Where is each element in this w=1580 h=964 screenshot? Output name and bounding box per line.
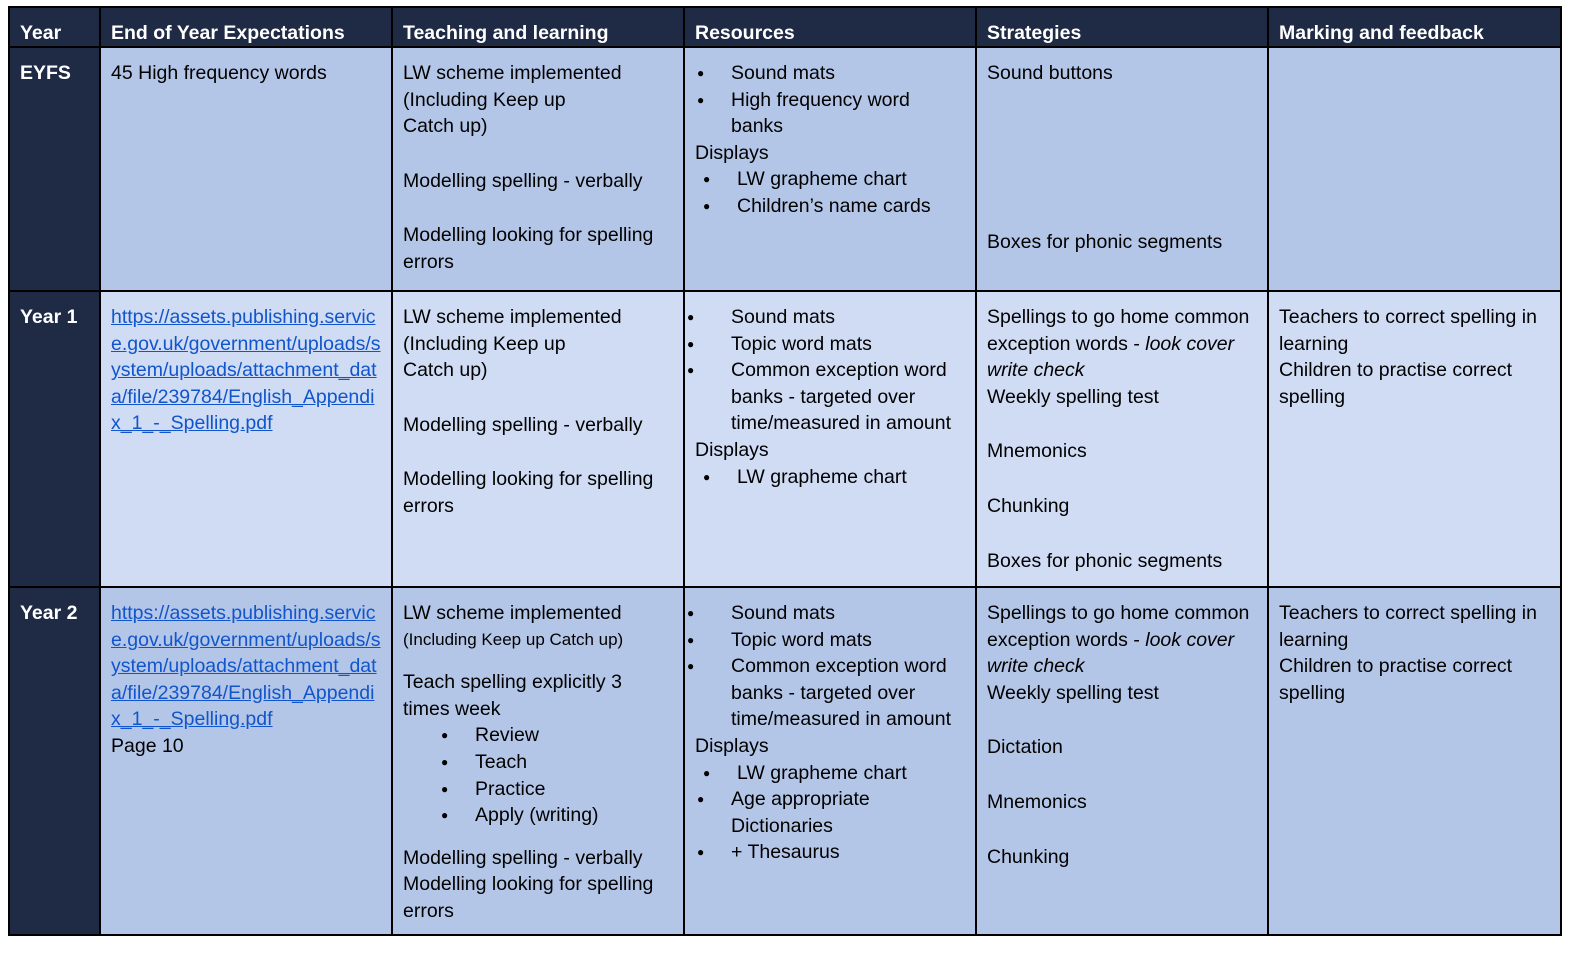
strategies-cell [976, 587, 1268, 935]
list-item: ● Review [403, 722, 673, 749]
displays-list [695, 464, 965, 491]
strategy-bottom: Boxes for phonic segments [987, 230, 1223, 253]
list-item: ● LW grapheme chart [695, 760, 965, 787]
verbal-text: Modelling spelling - verbally [403, 846, 643, 869]
strategy-weekly: Weekly spelling test [987, 681, 1159, 704]
year-label: Year 2 [9, 587, 100, 935]
spelling-table [8, 6, 1562, 936]
displays-list [695, 166, 965, 219]
marking-practise: Children to practise correct spelling [1279, 359, 1513, 408]
scheme-text: LW scheme implemented [403, 62, 622, 84]
expectations-cell [100, 587, 392, 935]
resources-list [695, 60, 965, 140]
list-item: ● Common exception word banks - targeted over time/measured in amount [695, 653, 965, 733]
including-text: (Including Keep up [403, 332, 566, 355]
scheme-text: LW scheme implemented [403, 306, 622, 328]
resources-cell [684, 47, 976, 291]
list-item: ● LW grapheme chart [695, 166, 965, 193]
displays-label: Displays [695, 438, 769, 461]
header-marking: Marking and feedback [1268, 7, 1561, 47]
looking-text: Modelling looking for spelling [403, 468, 654, 491]
scheme-text: LW scheme implemented [403, 602, 622, 624]
list-item: ● Common exception word banks - targeted over time/measured in amount [695, 357, 965, 437]
resources-list [695, 304, 965, 437]
marking-practise: Children to practise correct spelling [1279, 655, 1513, 704]
year-label: EYFS [9, 47, 100, 291]
appendix-link[interactable]: https://assets.publishing.service.gov.uk/government/uploads/system/uploads/attachment_data/file/239784/English_Appendix_1_-_Spelling.pdf [111, 602, 381, 731]
explicit-text: Teach spelling explicitly 3 times week [403, 671, 622, 720]
strategy-chunking: Chunking [987, 494, 1070, 517]
header-expectations: End of Year Expectations [100, 7, 392, 47]
displays-list-more [695, 786, 965, 866]
marking-correct: Teachers to correct spelling in learning [1279, 306, 1537, 355]
resources-list [695, 600, 965, 733]
table-row-year2 [9, 587, 1561, 935]
strategy-home-method: look cover write check [987, 332, 1235, 382]
looking-text: Modelling looking for spelling [403, 224, 654, 247]
strategy-home-text: Spellings to go home common exception words - [987, 306, 1250, 355]
catchup-text: Catch up) [403, 359, 488, 382]
strategy-home-method: look cover write check [987, 628, 1235, 678]
strategies-cell [976, 291, 1268, 587]
including-text: (Including Keep up [403, 88, 566, 111]
marking-cell [1268, 291, 1561, 587]
list-item: ● Teach [403, 749, 673, 776]
strategy-mnemonics: Mnemonics [987, 440, 1087, 463]
list-item: ● Age appropriate Dictionaries [695, 786, 965, 839]
verbal-text: Modelling spelling - verbally [403, 413, 643, 436]
teaching-steps-list [403, 722, 673, 828]
teaching-cell [392, 587, 684, 935]
header-resources: Resources [684, 7, 976, 47]
year-label: Year 1 [9, 291, 100, 587]
verbal-text: Modelling spelling - verbally [403, 169, 643, 192]
looking-text-cont: errors [403, 250, 454, 273]
list-item: ● Sound mats [695, 600, 965, 627]
teaching-cell [392, 47, 684, 291]
marking-cell [1268, 47, 1561, 291]
including-text: (Including Keep up Catch up) [403, 629, 624, 649]
list-item: ● Sound mats [695, 304, 965, 331]
strategy-chunking: Chunking [987, 845, 1070, 868]
looking-text: Modelling looking for spelling errors [403, 873, 654, 922]
strategy-mnemonics: Mnemonics [987, 790, 1087, 813]
teaching-cell [392, 291, 684, 587]
expectations-cell [100, 291, 392, 587]
strategies-cell [976, 47, 1268, 291]
marking-correct: Teachers to correct spelling in learning [1279, 602, 1537, 651]
list-item: ● Apply (writing) [403, 802, 673, 829]
catchup-text: Catch up) [403, 115, 488, 138]
list-item: ● Topic word mats [695, 331, 965, 358]
header-strategies: Strategies [976, 7, 1268, 47]
header-year: Year [9, 7, 100, 47]
strategy-home [987, 600, 1257, 680]
strategy-home-text: Spellings to go home common exception words - [987, 602, 1250, 651]
looking-text-cont: errors [403, 494, 454, 517]
expectations-text: 45 High frequency words [111, 62, 327, 84]
list-item: ● Children’s name cards [695, 193, 965, 220]
list-item: ● Topic word mats [695, 627, 965, 654]
strategy-top: Sound buttons [987, 62, 1113, 84]
strategy-boxes: Boxes for phonic segments [987, 549, 1223, 572]
table-row-year1 [9, 291, 1561, 587]
displays-label: Displays [695, 734, 769, 757]
displays-list [695, 760, 965, 787]
page-reference: Page 10 [111, 734, 184, 757]
header-row [9, 7, 1561, 47]
strategy-weekly: Weekly spelling test [987, 385, 1159, 408]
header-teaching: Teaching and learning [392, 7, 684, 47]
resources-cell [684, 587, 976, 935]
marking-cell [1268, 587, 1561, 935]
list-item: ● High frequency word banks [695, 87, 965, 140]
appendix-link[interactable]: https://assets.publishing.service.gov.uk/government/uploads/system/uploads/attachment_data/file/239784/English_Appendix_1_-_Spelling.pdf [111, 306, 381, 435]
list-item: ● + Thesaurus [695, 839, 965, 866]
strategy-dictation: Dictation [987, 736, 1063, 759]
list-item: ● Practice [403, 776, 673, 803]
resources-cell [684, 291, 976, 587]
list-item: ● Sound mats [695, 60, 965, 87]
table-row-eyfs [9, 47, 1561, 291]
expectations-cell [100, 47, 392, 291]
strategy-home [987, 304, 1257, 384]
displays-label: Displays [695, 141, 769, 164]
list-item: ● LW grapheme chart [695, 464, 965, 491]
